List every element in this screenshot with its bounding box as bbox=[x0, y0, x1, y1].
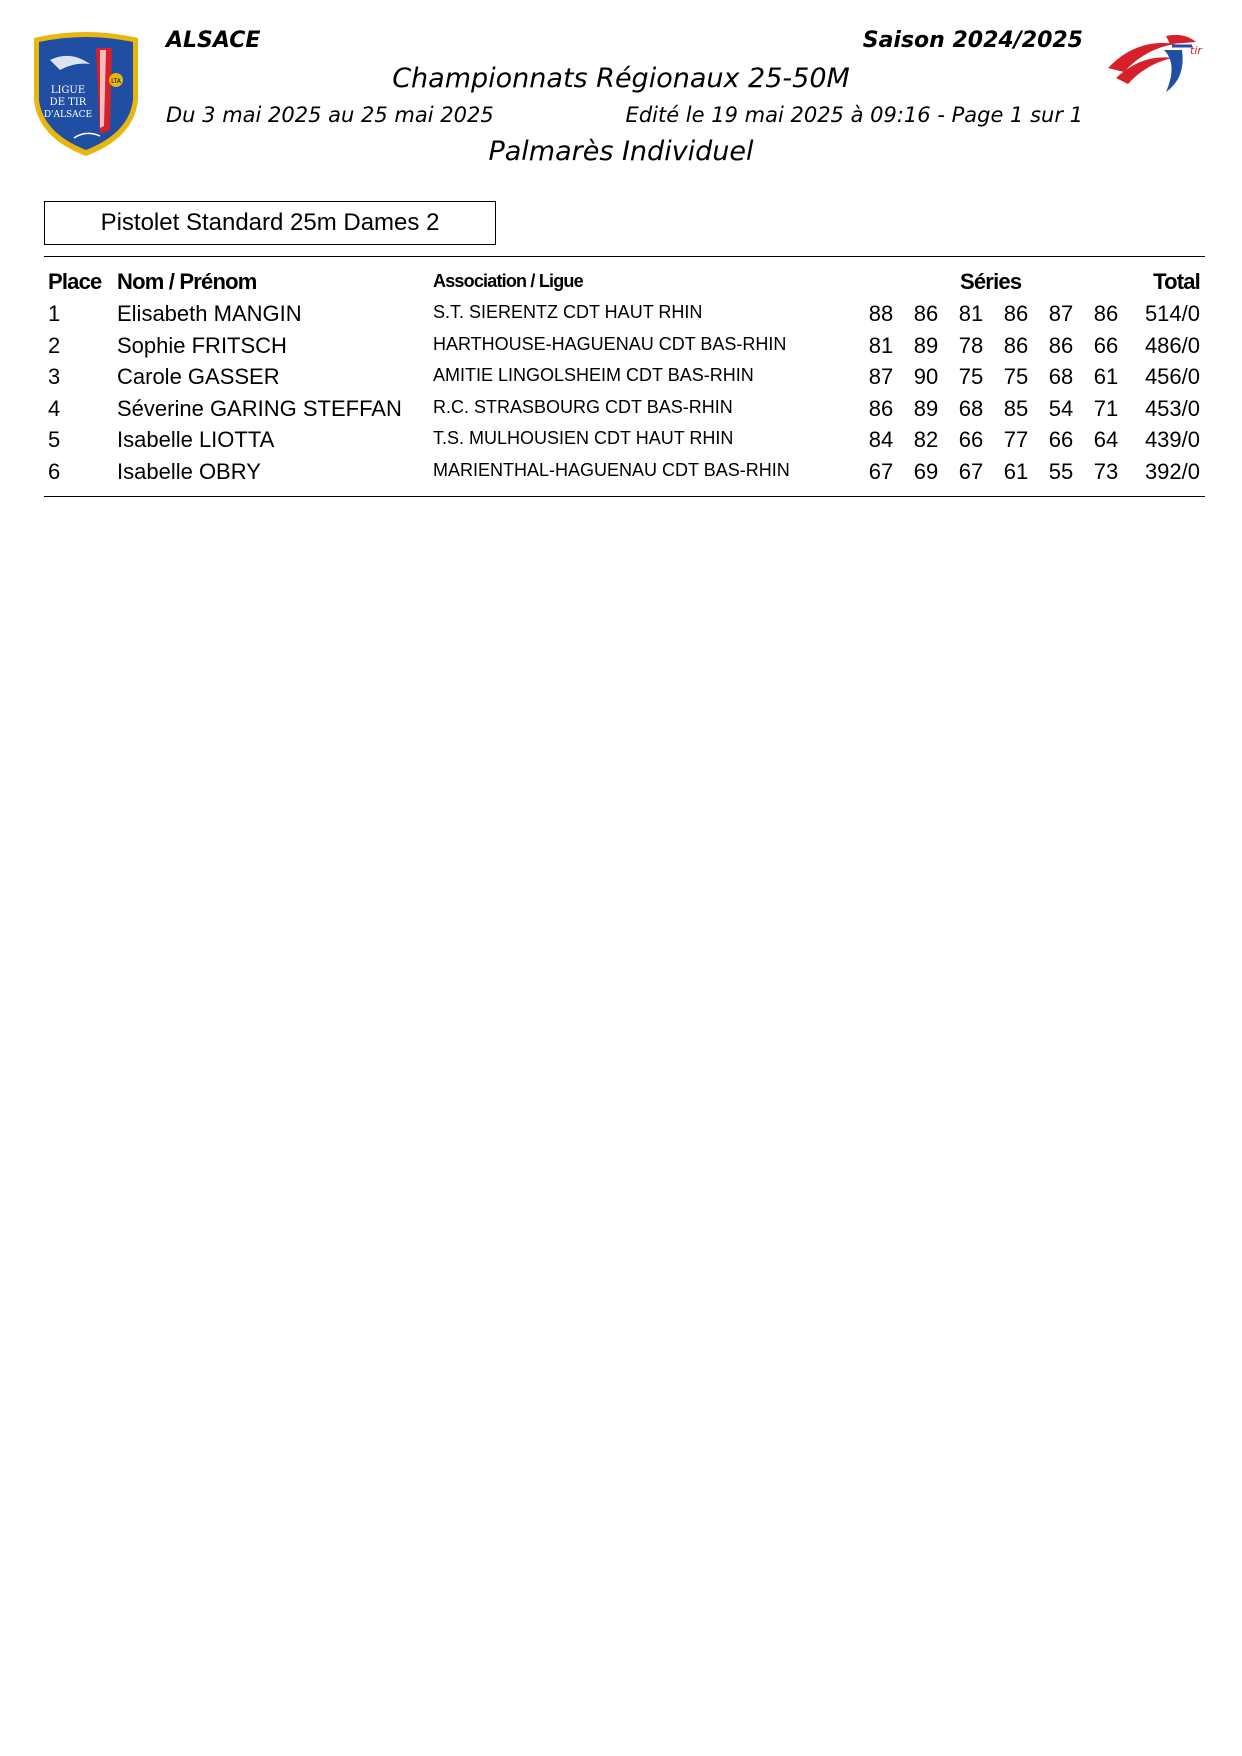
row-series-1: 86 bbox=[868, 395, 894, 421]
row-series-2: 69 bbox=[913, 458, 939, 484]
row-series-6: 86 bbox=[1093, 301, 1119, 326]
row-place: 3 bbox=[48, 364, 61, 389]
row-series-3: 68 bbox=[958, 395, 984, 421]
svg-text:D'ALSACE: D'ALSACE bbox=[43, 110, 93, 120]
row-series-6: 71 bbox=[1093, 395, 1119, 421]
row-association: MARIENTHAL-HAGUENAU CDT BAS-RHIN bbox=[433, 459, 790, 480]
row-series-6: 66 bbox=[1093, 332, 1119, 358]
row-series-5: 55 bbox=[1048, 458, 1074, 484]
table-row bbox=[0, 300, 1242, 332]
row-place: 5 bbox=[48, 427, 61, 452]
row-place: 4 bbox=[48, 395, 61, 421]
row-association: S.T. SIERENTZ CDT HAUT RHIN bbox=[433, 302, 703, 322]
event-name-box bbox=[44, 201, 496, 245]
row-total: 439/0 bbox=[1144, 427, 1200, 452]
row-association: R.C. STRASBOURG CDT BAS-RHIN bbox=[433, 396, 733, 417]
header-place: Place bbox=[48, 269, 102, 294]
document-title: Championnats Régionaux 25-50M bbox=[392, 63, 850, 94]
row-series-1: 84 bbox=[868, 427, 894, 452]
row-total: 456/0 bbox=[1144, 364, 1200, 389]
row-name: Carole GASSER bbox=[117, 364, 280, 389]
row-series-4: 77 bbox=[1003, 427, 1029, 452]
row-name: Sophie FRITSCH bbox=[117, 332, 287, 358]
header-series: Séries bbox=[960, 269, 1022, 294]
table-row bbox=[0, 363, 1242, 395]
svg-text:LTA: LTA bbox=[111, 78, 121, 85]
row-series-1: 81 bbox=[868, 332, 894, 358]
header-association: Association / Ligue bbox=[433, 271, 583, 291]
table-row bbox=[0, 458, 1242, 490]
row-name: Isabelle OBRY bbox=[117, 458, 261, 484]
row-series-3: 78 bbox=[958, 332, 984, 358]
row-series-3: 66 bbox=[958, 427, 984, 452]
row-series-3: 75 bbox=[958, 364, 984, 389]
table-row bbox=[0, 395, 1242, 427]
table-bottom-rule bbox=[44, 496, 1205, 497]
svg-text:LIGUE: LIGUE bbox=[50, 85, 86, 96]
results-table bbox=[0, 300, 1242, 489]
header-name: Nom / Prénom bbox=[117, 269, 257, 294]
row-place: 2 bbox=[48, 332, 61, 358]
row-series-5: 54 bbox=[1048, 395, 1074, 421]
row-series-2: 90 bbox=[913, 364, 939, 389]
row-association: AMITIE LINGOLSHEIM CDT BAS-RHIN bbox=[433, 365, 754, 385]
row-total: 486/0 bbox=[1144, 332, 1200, 358]
row-total: 453/0 bbox=[1144, 395, 1200, 421]
svg-text:DE TIR: DE TIR bbox=[49, 97, 87, 108]
header-total: Total bbox=[1153, 269, 1200, 294]
document-subtitle: Palmarès Individuel bbox=[488, 136, 754, 167]
row-series-6: 61 bbox=[1093, 364, 1119, 389]
edition-info: Edité le 19 mai 2025 à 09:16 - Page 1 sur 1 bbox=[625, 103, 1083, 127]
row-name: Isabelle LIOTTA bbox=[117, 427, 275, 452]
row-total: 392/0 bbox=[1144, 458, 1200, 484]
date-range: Du 3 mai 2025 au 25 mai 2025 bbox=[166, 103, 494, 127]
region-label: ALSACE bbox=[166, 28, 261, 53]
row-place: 6 bbox=[48, 458, 61, 484]
row-series-5: 86 bbox=[1048, 332, 1074, 358]
row-series-3: 81 bbox=[958, 301, 984, 326]
row-series-5: 66 bbox=[1048, 427, 1074, 452]
season-label: Saison 2024/2025 bbox=[862, 28, 1083, 53]
row-series-4: 86 bbox=[1003, 332, 1029, 358]
row-place: 1 bbox=[48, 301, 61, 326]
row-series-1: 67 bbox=[868, 458, 894, 484]
row-association: T.S. MULHOUSIEN CDT HAUT RHIN bbox=[433, 428, 734, 448]
row-total: 514/0 bbox=[1144, 301, 1200, 326]
row-series-1: 88 bbox=[868, 301, 894, 326]
row-series-4: 61 bbox=[1003, 458, 1029, 484]
row-series-4: 86 bbox=[1003, 301, 1029, 326]
row-series-2: 89 bbox=[913, 395, 939, 421]
event-name: Pistolet Standard 25m Dames 2 bbox=[100, 209, 440, 236]
row-series-6: 73 bbox=[1093, 458, 1119, 484]
row-name: Elisabeth MANGIN bbox=[117, 301, 302, 326]
row-association: HARTHOUSE-HAGUENAU CDT BAS-RHIN bbox=[433, 333, 787, 354]
table-row bbox=[0, 332, 1242, 364]
row-series-2: 89 bbox=[913, 332, 939, 358]
svg-text:tir: tir bbox=[1190, 44, 1202, 57]
table-top-rule bbox=[44, 256, 1205, 257]
row-series-5: 68 bbox=[1048, 364, 1074, 389]
row-series-3: 67 bbox=[958, 458, 984, 484]
row-series-2: 86 bbox=[913, 301, 939, 326]
table-row bbox=[0, 426, 1242, 458]
row-series-4: 75 bbox=[1003, 364, 1029, 389]
row-series-6: 64 bbox=[1093, 427, 1119, 452]
row-series-1: 87 bbox=[868, 364, 894, 389]
row-series-4: 85 bbox=[1003, 395, 1029, 421]
row-series-2: 82 bbox=[913, 427, 939, 452]
row-series-5: 87 bbox=[1048, 301, 1074, 326]
row-name: Séverine GARING STEFFAN bbox=[117, 395, 402, 421]
